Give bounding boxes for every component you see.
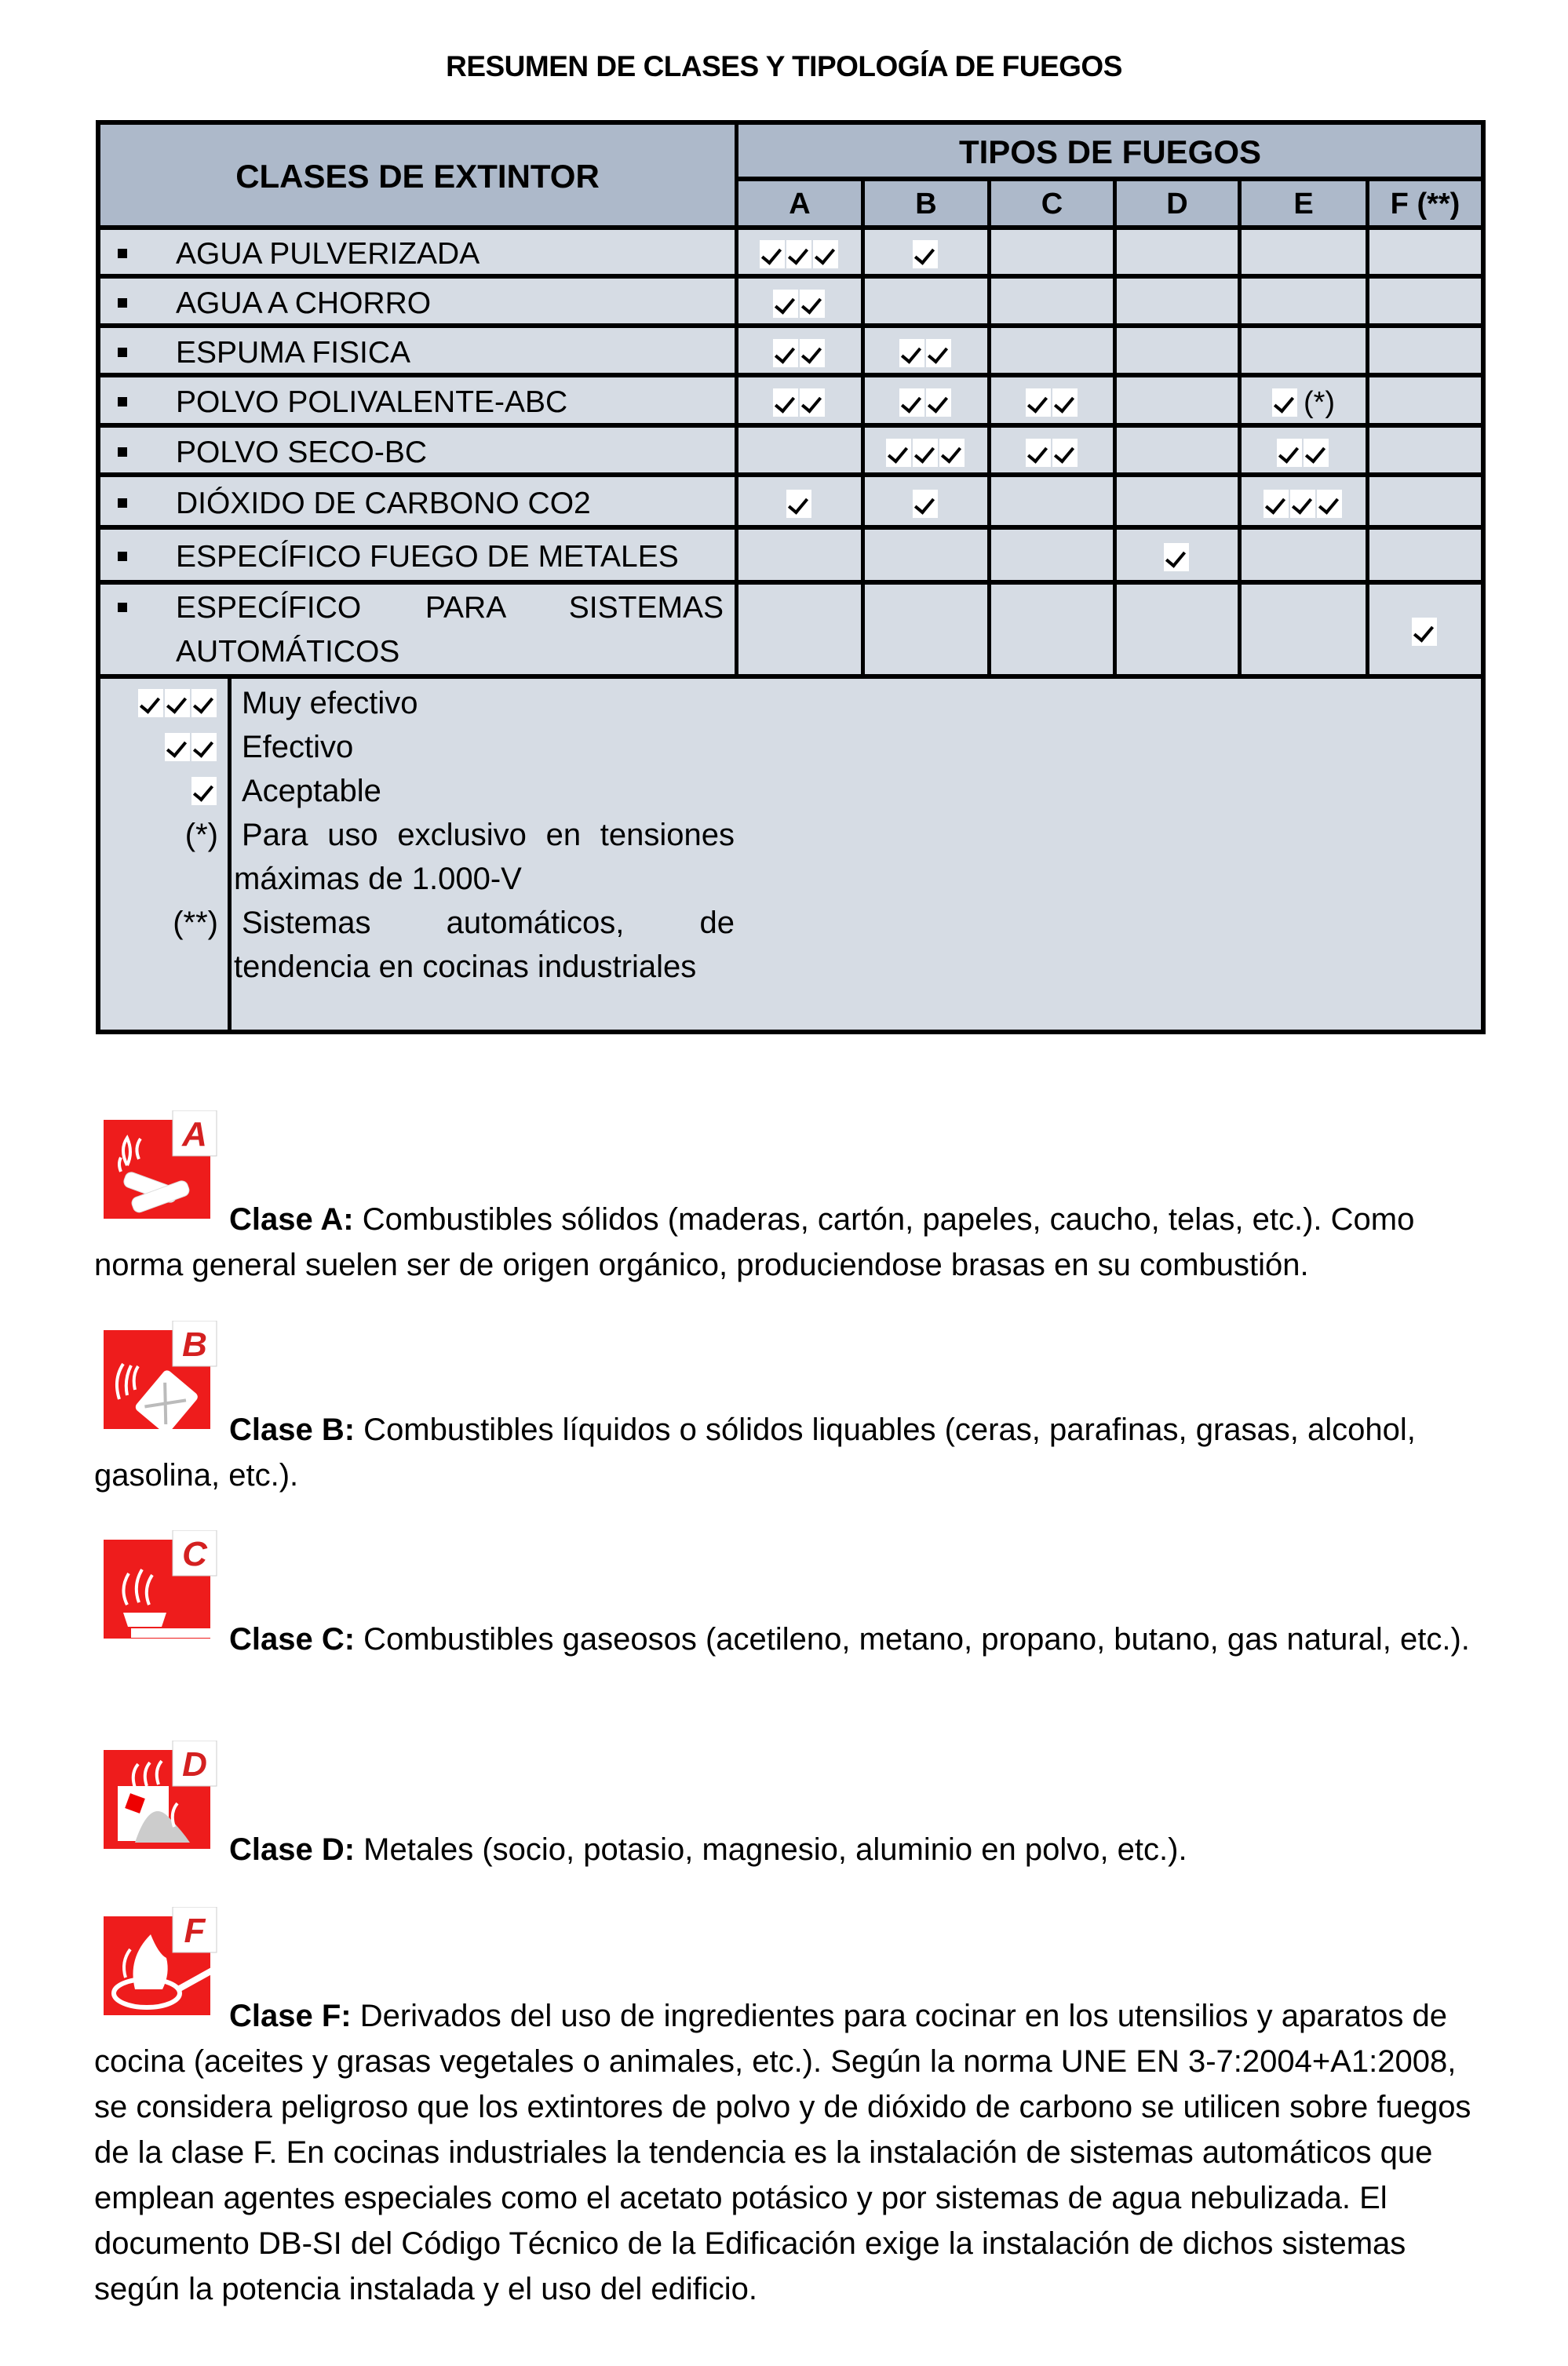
check-rating-2-icon bbox=[773, 339, 826, 367]
legend-text-line2: tendencia en cocinas industriales bbox=[234, 950, 697, 984]
divider bbox=[100, 274, 1481, 279]
legend-text-line1: Para uso exclusivo en tensiones bbox=[242, 818, 735, 852]
divider bbox=[987, 177, 991, 676]
check-rating-1-icon bbox=[786, 490, 813, 518]
extinguisher-name: ESPECÍFICO FUEGO DE METALES bbox=[176, 540, 679, 574]
checkmark-icon bbox=[773, 290, 798, 318]
check-rating-2-icon bbox=[773, 290, 826, 318]
svg-text:D: D bbox=[182, 1745, 207, 1784]
fire-class-text: Combustibles líquidos o sólidos liquables (ceras, parafinas, grasas, alcohol, gasolina, etc.). bbox=[94, 1413, 1416, 1493]
check-rating-1-icon bbox=[913, 490, 939, 518]
extinguisher-name: POLVO SECO-BC bbox=[176, 435, 428, 469]
rating-cell bbox=[1369, 232, 1481, 276]
check-rating-2-icon bbox=[1026, 439, 1079, 467]
extinguisher-name: DIÓXIDO DE CARBONO CO2 bbox=[176, 486, 591, 520]
divider bbox=[1238, 177, 1242, 676]
rating-cell bbox=[991, 532, 1113, 582]
rating-cell bbox=[1117, 330, 1238, 375]
rating-cell bbox=[1117, 281, 1238, 326]
check-rating-1-icon bbox=[1272, 388, 1299, 417]
rating-cell bbox=[1117, 232, 1238, 276]
checkmark-icon bbox=[1264, 490, 1289, 518]
legend-text: Efectivo bbox=[242, 730, 354, 764]
rating-cell bbox=[991, 479, 1113, 527]
extinguisher-name: POLVO POLIVALENTE-ABC bbox=[176, 385, 568, 419]
rating-cell bbox=[1117, 380, 1238, 425]
bullet-icon bbox=[118, 397, 127, 406]
extinguisher-name-line2: AUTOMÁTICOS bbox=[176, 635, 400, 669]
table-row bbox=[100, 276, 1481, 326]
rating-cell bbox=[1369, 380, 1481, 425]
divider bbox=[100, 472, 1481, 477]
fire-class-label: Clase C: bbox=[229, 1622, 356, 1657]
checkmarks-icon bbox=[165, 733, 218, 761]
fire-class-description bbox=[94, 1827, 1475, 1872]
checkmark-icon bbox=[1304, 439, 1329, 467]
rating-cell bbox=[738, 281, 861, 326]
divider bbox=[735, 125, 738, 676]
checkmark-icon bbox=[939, 439, 965, 467]
rating-cell bbox=[865, 532, 987, 582]
divider bbox=[1113, 177, 1117, 676]
fire-class-label: Clase D: bbox=[229, 1832, 356, 1867]
rating-cell bbox=[1369, 479, 1481, 527]
divider bbox=[100, 525, 1481, 530]
extinguisher-table bbox=[96, 120, 1486, 1034]
rating-cell bbox=[1242, 330, 1366, 375]
checkmark-icon bbox=[165, 689, 190, 717]
table-row bbox=[100, 527, 1481, 582]
check-rating-1-icon bbox=[1412, 618, 1439, 646]
rating-cell bbox=[1369, 430, 1481, 475]
bullet-icon bbox=[118, 552, 127, 561]
rating-cell bbox=[1369, 587, 1481, 676]
checkmark-icon bbox=[1052, 439, 1078, 467]
svg-text:A: A bbox=[182, 1115, 207, 1154]
rating-cell bbox=[865, 430, 987, 475]
fire-type-header-5: E bbox=[1293, 188, 1314, 221]
rating-cell bbox=[738, 380, 861, 425]
check-rating-2-icon bbox=[1026, 388, 1079, 417]
check-rating-3-icon bbox=[886, 439, 966, 467]
checkmark-icon bbox=[800, 290, 825, 318]
rating-cell bbox=[991, 430, 1113, 475]
extinguisher-name: AGUA A CHORRO bbox=[176, 286, 432, 320]
page-title: RESUMEN DE CLASES Y TIPOLOGÍA DE FUEGOS bbox=[446, 50, 1122, 82]
fire-class-text: Derivados del uso de ingredientes para cocinar en los utensilios y aparatos de cocina (aceites y grasas vegetales o animales, etc.). Según la norma UNE EN 3-7:2004+A1:2008, se considera peligroso que los extintores de polvo y de dióxido de carbono se utilicen sobre fuegos de la clase F. En cocinas industriales la tendencia es la instalación de sistemas automáticos que emplean agentes especiales como el acetato potásico y por sistemas de agua nebulizada. El documento DB-SI del Código Técnico de la Edificación exige la instalación de dichos sistemas según la potencia instalada y el uso del edificio. bbox=[94, 1999, 1471, 2306]
legend bbox=[100, 676, 1481, 1030]
checkmark-icon bbox=[913, 490, 938, 518]
checkmark-icon bbox=[1164, 543, 1189, 571]
rating-cell bbox=[865, 281, 987, 326]
checkmark-icon bbox=[1412, 618, 1437, 646]
legend-mark: (*) bbox=[184, 817, 218, 852]
fire-class-description bbox=[94, 1617, 1475, 1662]
divider bbox=[100, 323, 1481, 328]
checkmark-icon bbox=[1052, 388, 1078, 417]
checkmark-icon bbox=[786, 490, 811, 518]
fire-class-label: Clase F: bbox=[229, 1999, 352, 2033]
header-fire-types: TIPOS DE FUEGOS bbox=[958, 133, 1262, 170]
checkmark-icon bbox=[899, 388, 924, 417]
extinguisher-name-line1: ESPECÍFICO PARA SISTEMAS bbox=[176, 591, 724, 625]
svg-text:F: F bbox=[184, 1912, 206, 1950]
rating-cell bbox=[865, 587, 987, 676]
rating-cell bbox=[1242, 532, 1366, 582]
rating-cell bbox=[1369, 281, 1481, 326]
divider bbox=[1366, 177, 1369, 676]
rating-cell bbox=[1242, 479, 1366, 527]
rating-cell bbox=[991, 232, 1113, 276]
table-row bbox=[100, 228, 1481, 276]
checkmark-icon bbox=[800, 388, 825, 417]
rating-cell bbox=[738, 532, 861, 582]
rating-cell bbox=[1117, 479, 1238, 527]
rating-cell bbox=[738, 430, 861, 475]
rating-cell bbox=[991, 330, 1113, 375]
bullet-icon bbox=[118, 447, 127, 457]
rating-cell bbox=[1242, 281, 1366, 326]
check-rating-2-icon bbox=[899, 339, 953, 367]
checkmark-icon bbox=[760, 240, 785, 268]
fire-class-text: Combustibles gaseosos (acetileno, metano, propano, butano, gas natural, etc.). bbox=[355, 1622, 1470, 1657]
fire-class-label: Clase A: bbox=[229, 1202, 354, 1237]
fire-class-text: Metales (socio, potasio, magnesio, aluminio en polvo, etc.). bbox=[355, 1832, 1187, 1867]
rating-cell bbox=[1242, 380, 1366, 425]
legend-text: Muy efectivo bbox=[242, 686, 418, 720]
divider bbox=[100, 580, 1481, 585]
rating-cell bbox=[865, 330, 987, 375]
legend-text-line2: máximas de 1.000-V bbox=[234, 862, 522, 896]
checkmark-icon bbox=[786, 240, 811, 268]
fire-class-label: Clase B: bbox=[229, 1413, 356, 1447]
checkmarks-icon bbox=[138, 689, 218, 717]
check-rating-1-icon bbox=[1164, 543, 1191, 571]
fire-class-description bbox=[94, 1407, 1475, 1498]
legend-check-1-icon bbox=[100, 769, 218, 813]
table-row bbox=[100, 326, 1481, 375]
fire-type-header-6: F (**) bbox=[1390, 188, 1460, 221]
check-rating-2-icon bbox=[1277, 439, 1330, 467]
checkmark-icon bbox=[886, 439, 911, 467]
checkmark-icon bbox=[1277, 439, 1302, 467]
checkmark-icon bbox=[191, 689, 217, 717]
cell-note: (*) bbox=[1303, 385, 1336, 419]
checkmark-icon bbox=[926, 339, 951, 367]
rating-cell bbox=[738, 330, 861, 375]
check-rating-2-icon bbox=[899, 388, 953, 417]
divider bbox=[861, 177, 865, 676]
rating-cell bbox=[1242, 430, 1366, 475]
checkmark-icon bbox=[1272, 388, 1297, 417]
rating-cell bbox=[738, 587, 861, 676]
legend-check-2-icon bbox=[100, 725, 218, 769]
rating-cell bbox=[1369, 532, 1481, 582]
checkmark-icon bbox=[773, 339, 798, 367]
divider bbox=[100, 225, 1481, 230]
checkmarks-icon bbox=[191, 777, 218, 805]
checkmark-icon bbox=[926, 388, 951, 417]
checkmark-icon bbox=[138, 689, 163, 717]
rating-cell bbox=[991, 281, 1113, 326]
table-row bbox=[100, 582, 1481, 676]
checkmark-icon bbox=[165, 733, 190, 761]
checkmark-icon bbox=[813, 240, 838, 268]
rating-cell bbox=[1117, 587, 1238, 676]
checkmark-icon bbox=[191, 733, 217, 761]
bullet-icon bbox=[118, 249, 127, 258]
rating-cell bbox=[1117, 430, 1238, 475]
checkmark-icon bbox=[1290, 490, 1315, 518]
divider bbox=[100, 373, 1481, 377]
legend-mark: (**) bbox=[173, 905, 218, 940]
bullet-icon bbox=[118, 298, 127, 308]
bullet-icon bbox=[118, 498, 127, 508]
checkmark-icon bbox=[1026, 439, 1051, 467]
rating-cell bbox=[738, 232, 861, 276]
rating-cell bbox=[865, 479, 987, 527]
table-row bbox=[100, 375, 1481, 425]
fire-class-text: Combustibles sólidos (maderas, cartón, papeles, caucho, telas, etc.). Como norma general suelen ser de origen orgánico, produciendose brasas en su combustión. bbox=[94, 1202, 1415, 1282]
legend-check-3-icon bbox=[100, 681, 218, 725]
checkmark-icon bbox=[899, 339, 924, 367]
check-rating-3-icon bbox=[760, 240, 840, 268]
legend-text-line1: Sistemas automáticos, de bbox=[242, 906, 735, 940]
fire-type-header-3: C bbox=[1041, 188, 1063, 221]
checkmark-icon bbox=[1317, 490, 1342, 518]
rating-cell bbox=[1242, 232, 1366, 276]
svg-text:B: B bbox=[182, 1325, 207, 1364]
check-rating-3-icon bbox=[1264, 490, 1344, 518]
rating-cell bbox=[991, 587, 1113, 676]
check-rating-1-icon bbox=[913, 240, 939, 268]
bullet-icon bbox=[118, 348, 127, 357]
checkmark-icon bbox=[800, 339, 825, 367]
rating-cell bbox=[1242, 587, 1366, 676]
rating-cell bbox=[991, 380, 1113, 425]
rating-cell bbox=[865, 232, 987, 276]
header-extinguisher-classes: CLASES DE EXTINTOR bbox=[235, 157, 600, 195]
check-rating-2-icon bbox=[773, 388, 826, 417]
fire-type-header-1: A bbox=[789, 188, 811, 221]
rating-cell bbox=[865, 380, 987, 425]
checkmark-icon bbox=[913, 439, 938, 467]
legend-text: Aceptable bbox=[242, 774, 381, 808]
fire-type-header-4: D bbox=[1166, 188, 1188, 221]
checkmark-icon bbox=[773, 388, 798, 417]
divider bbox=[100, 423, 1481, 428]
svg-text:C: C bbox=[182, 1535, 207, 1573]
rating-cell bbox=[1369, 330, 1481, 375]
extinguisher-name: AGUA PULVERIZADA bbox=[176, 237, 480, 271]
checkmark-icon bbox=[1026, 388, 1051, 417]
bullet-icon bbox=[118, 603, 127, 612]
checkmark-icon bbox=[913, 240, 938, 268]
fire-class-description bbox=[94, 1197, 1475, 1288]
rating-cell bbox=[1117, 532, 1238, 582]
table-row bbox=[100, 425, 1481, 475]
rating-cell bbox=[738, 479, 861, 527]
extinguisher-name: ESPUMA FISICA bbox=[176, 335, 411, 370]
fire-class-description bbox=[94, 1993, 1475, 2312]
checkmark-icon bbox=[191, 777, 217, 805]
fire-type-header-2: B bbox=[915, 188, 937, 221]
table-row bbox=[100, 475, 1481, 527]
